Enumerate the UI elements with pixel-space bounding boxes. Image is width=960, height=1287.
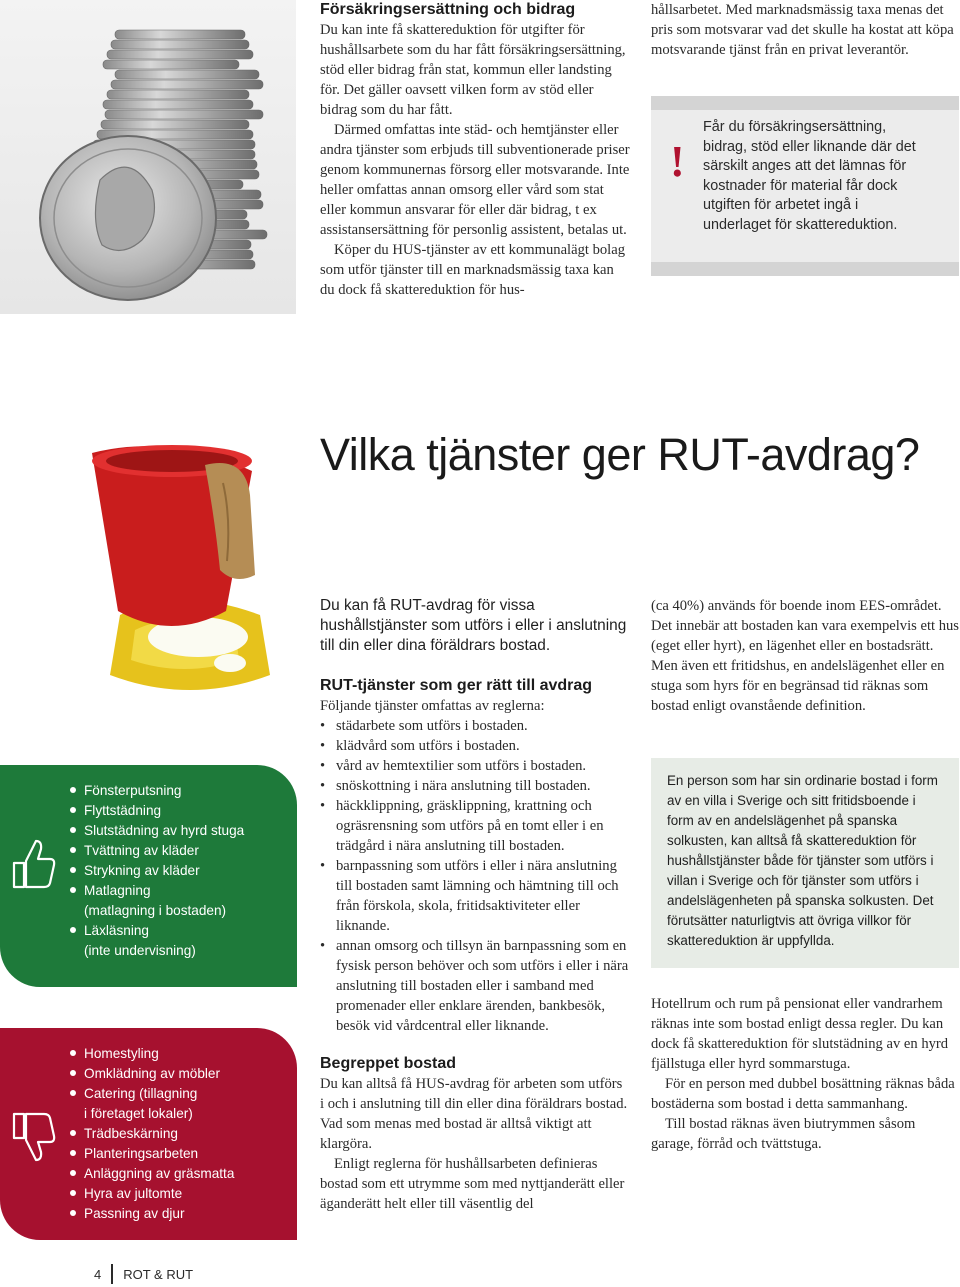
list-item: Flyttstädning	[70, 801, 244, 821]
list-item: Anläggning av gräsmatta	[70, 1164, 234, 1184]
bostad-definition-paragraph: (ca 40%) används för boende inom EES-området. Det innebär att bostaden kan vara exempelvis ett hus (eget eller hyrt), en lägenhet eller en bostadsrätt. Men även ett fritidshus, en andelslägenhet eller en stuga som hyrs för en begränsad tid räknas som bostad enligt ovanstående definition.	[651, 598, 959, 714]
list-item: • klädvård som utförs i bostaden.	[320, 736, 630, 756]
bucket-sponge-image	[0, 425, 300, 700]
list-item: • häckklippning, gräsklippning, krattning och ogräsrensning som utförs på en tomt eller i en trädgård i nära anslutning till bostaden.	[320, 796, 630, 856]
bostad-paragraph-1: Du kan alltså få HUS-avdrag för arbeten som utförs i och i anslutning till din eller dina föräldrars bostad. Vad som menas med bostad är alltså viktigt att klargöra.	[320, 1076, 628, 1152]
insurance-paragraph-1: Du kan inte få skattereduktion för utgifter för hushållsarbete som du har fått försäkringsersättning, stöd eller bidrag från stat, kommun eller landsting för. Det gäller oavsett vilken form av stöd eller bidrag som du har fått.	[320, 22, 626, 118]
list-item: Hyra av jultomte	[70, 1184, 234, 1204]
rut-no-box	[0, 1028, 297, 1240]
bostad-paragraph-2: Enligt reglerna för hushållsarbeten definieras bostad som ett utrymme som med nyttjanderätt eller äganderätt helt eller till väsentlig del	[320, 1156, 625, 1212]
no-services-list	[70, 1044, 234, 1224]
list-item: i företaget lokaler)	[84, 1106, 193, 1121]
yes-services-list	[70, 781, 244, 961]
coin-stack-image	[0, 0, 296, 314]
auxiliary-spaces-paragraph: Till bostad räknas även biutrymmen såsom garage, förråd och tvättstuga.	[651, 1116, 916, 1152]
list-item: Tvättning av kläder	[70, 841, 244, 861]
bostad-section-heading: Begreppet bostad	[320, 1055, 457, 1072]
list-item: • barnpassning som utförs i eller i nära anslutning till bostaden samt lämning och hämtning till och från förskola, skola, fritidsaktiviteter eller liknande.	[320, 856, 630, 936]
list-item: Matlagning	[70, 881, 244, 901]
insurance-heading: Försäkringsersättning och bidrag	[320, 1, 576, 18]
list-item: Fönsterputsning	[70, 781, 244, 801]
main-heading: Vilka tjänster ger RUT-avdrag?	[320, 429, 920, 480]
list-item: Slutstädning av hyrd stuga	[70, 821, 244, 841]
list-item: (matlagning i bostaden)	[84, 903, 227, 918]
hotel-paragraph: Hotellrum och rum på pensionat eller vandrarhem räknas inte som bostad enligt dessa regler. Du kan dock få skattereduktion för slutstädning av en hyrd fjällstuga eller hyrd sommarstuga.	[651, 996, 949, 1072]
list-item: • annan omsorg och tillsyn än barnpassning som en fysisk person behöver och som utförs i eller i nära anslutning till bostaden eller i samband med promenader eller enklare ärenden, bankbesök, besök vid vårdcentral eller liknande.	[320, 936, 630, 1036]
insurance-paragraph-3: Köper du HUS-tjänster av ett kommunalägt bolag som utför tjänster till en marknadsmässig taxa kan du dock få skattereduktion för hus-	[320, 242, 625, 298]
list-item: • snöskottning i nära anslutning till bostaden.	[320, 776, 630, 796]
exclamation-icon: !	[670, 137, 685, 186]
intro-text: Du kan få RUT-avdrag för vissa hushållstjänster som utförs i eller i anslutning till din eller dina föräldrars bostad.	[320, 597, 627, 654]
list-item: Homestyling	[70, 1044, 234, 1064]
rut-lead: Följande tjänster omfattas av reglerna:	[320, 698, 545, 714]
thumbs-down-icon	[10, 1110, 56, 1166]
list-item: Strykning av kläder	[70, 861, 244, 881]
footer-divider	[111, 1264, 113, 1284]
footer-section-label: ROT & RUT	[123, 1266, 194, 1282]
rut-section-heading: RUT-tjänster som ger rätt till avdrag	[320, 677, 593, 694]
list-item: Trädbeskärning	[70, 1124, 234, 1144]
notice-box	[651, 96, 959, 276]
list-item: (inte undervisning)	[84, 943, 196, 958]
dual-residence-paragraph: För en person med dubbel bosättning räknas båda bostäderna som bostad i detta sammanhang.	[651, 1076, 955, 1112]
notice-text: Får du försäkringsersättning, bidrag, stöd eller liknande där det särskilt anges att det lämnas för kostnader för material får dock utgiften för arbetet ingå i underlaget för skattereduktion.	[703, 119, 916, 233]
list-item: Catering (tillagning	[70, 1084, 234, 1104]
info-box-text: En person som har sin ordinarie bostad i form av en villa i Sverige och sitt fritidsboende i form av en andelslägenhet på spanska solkusten, kan alltså få skattereduktion för hushållstjänster både för tjänster som utförs i villan i Sverige och för tjänster som utförs i andelslägenheten på spanska solkusten. Det förutsätter naturligtvis att övriga villkor för skattereduktion är uppfyllda.	[667, 773, 938, 948]
list-item: Planteringsarbeten	[70, 1144, 234, 1164]
list-item: • städarbete som utförs i bostaden.	[320, 716, 630, 736]
rut-yes-box	[0, 765, 297, 987]
info-box	[651, 758, 959, 968]
list-item: Läxläsning	[70, 921, 244, 941]
footer	[94, 1262, 193, 1286]
insurance-paragraph-2: Därmed omfattas inte städ- och hemtjänster eller andra tjänster som erbjuds till subventionerade priser genom kommunernas försorg eller motsvarande. Inte heller omfattas annan omsorg eller vård som stat eller kommun ansvarar för eller där bidrag, t ex assistansersättning för personlig assistent, betalas ut.	[320, 122, 630, 238]
list-item: Passning av djur	[70, 1204, 234, 1224]
insurance-paragraph-4: hållsarbetet. Med marknadsmässig taxa menas det pris som motsvarar vad det skulle ha kostat att köpa motsvarande tjänst från en privat leverantör.	[651, 2, 954, 58]
list-item: • vård av hemtextilier som utförs i bostaden.	[320, 756, 630, 776]
page-number: 4	[94, 1266, 102, 1282]
thumbs-up-icon	[10, 835, 56, 891]
rut-services-list	[320, 716, 630, 1036]
list-item: Omklädning av möbler	[70, 1064, 234, 1084]
